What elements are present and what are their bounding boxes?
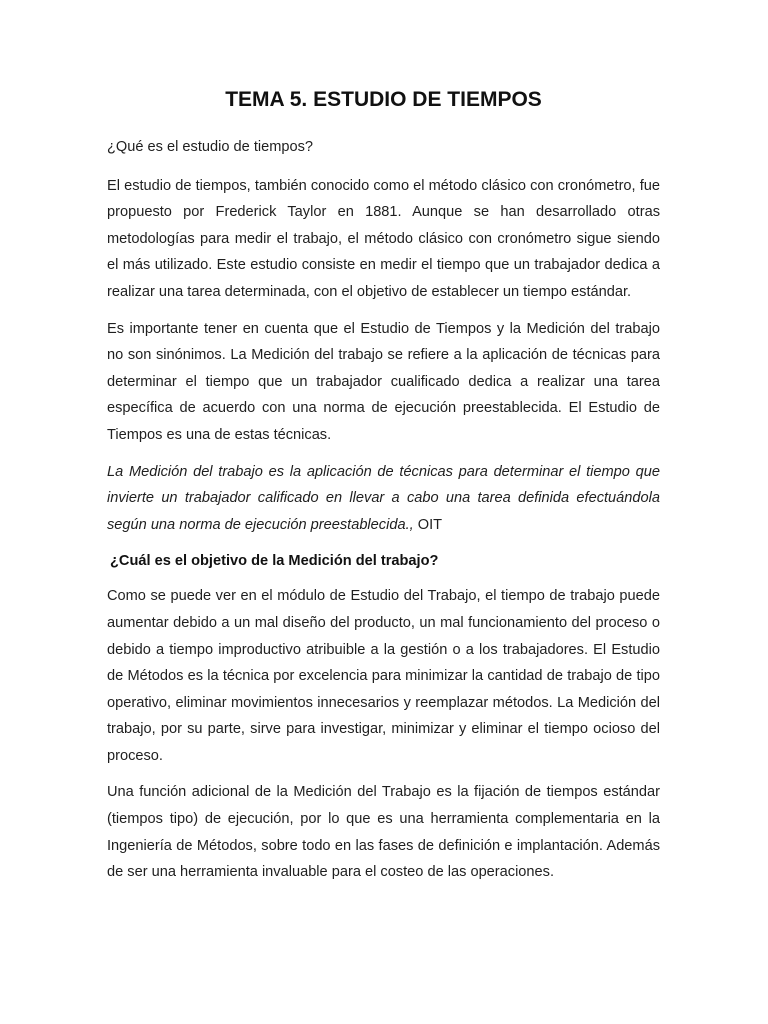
page-title: TEMA 5. ESTUDIO DE TIEMPOS [225, 88, 542, 111]
paragraph-intro: El estudio de tiempos, también conocido como el método clásico con cronómetro, fue propuesto por Frederick Taylor en 1881. Aunque se han desarrollado otras metodologías para medir el trabajo, el método clásico con cronómetro sigue siendo el más utilizado. Este estudio consiste en medir el tiempo que un trabajador dedica a realizar una tarea determinada, con el objetivo de establecer un tiempo estándar. [107, 177, 660, 300]
paragraph-distinction: Es importante tener en cuenta que el Estudio de Tiempos y la Medición del trabajo no son sinónimos. La Medición del trabajo se refiere a la aplicación de técnicas para determinar el tiempo que un trabajador cualificado dedica a realizar una tarea específica de acuerdo con una norma de ejecución preestablecida. El Estudio de Tiempos es una de estas técnicas. [107, 320, 660, 443]
question-text: ¿Qué es el estudio de tiempos? [107, 139, 314, 155]
quote-text: La Medición del trabajo es la aplicación de técnicas para determinar el tiempo que invierte un trabajador calificado en llevar a cabo una tarea definida efectuándola según una norma de ejecución preestablecida., [107, 463, 660, 533]
document-body [107, 88, 660, 896]
section-subheading: ¿Cuál es el objetivo de la Medición del trabajo? [110, 553, 439, 570]
quote-source: OIT [413, 516, 443, 533]
paragraph-additional-function: Una función adicional de la Medición del Trabajo es la fijación de tiempos estándar (tiempos tipo) de ejecución, por lo que es una herramienta complementaria en la Ingeniería de Métodos, sobre todo en las fases de definición e implantación. Además de ser una herramienta invaluable para el costeo de las operaciones. [107, 784, 660, 881]
oit-quote [107, 459, 660, 539]
paragraph-objective: Como se puede ver en el módulo de Estudio del Trabajo, el tiempo de trabajo puede aumentar debido a un mal diseño del producto, un mal funcionamiento del proceso o debido a tiempo improductivo atribuible a la gestión o a los trabajadores. El Estudio de Métodos es la técnica por excelencia para minimizar la cantidad de trabajo de tipo operativo, eliminar movimientos innecesarios y reemplazar métodos. La Medición del trabajo, por su parte, sirve para investigar, minimizar y eliminar el tiempo ocioso del proceso. [107, 588, 660, 764]
